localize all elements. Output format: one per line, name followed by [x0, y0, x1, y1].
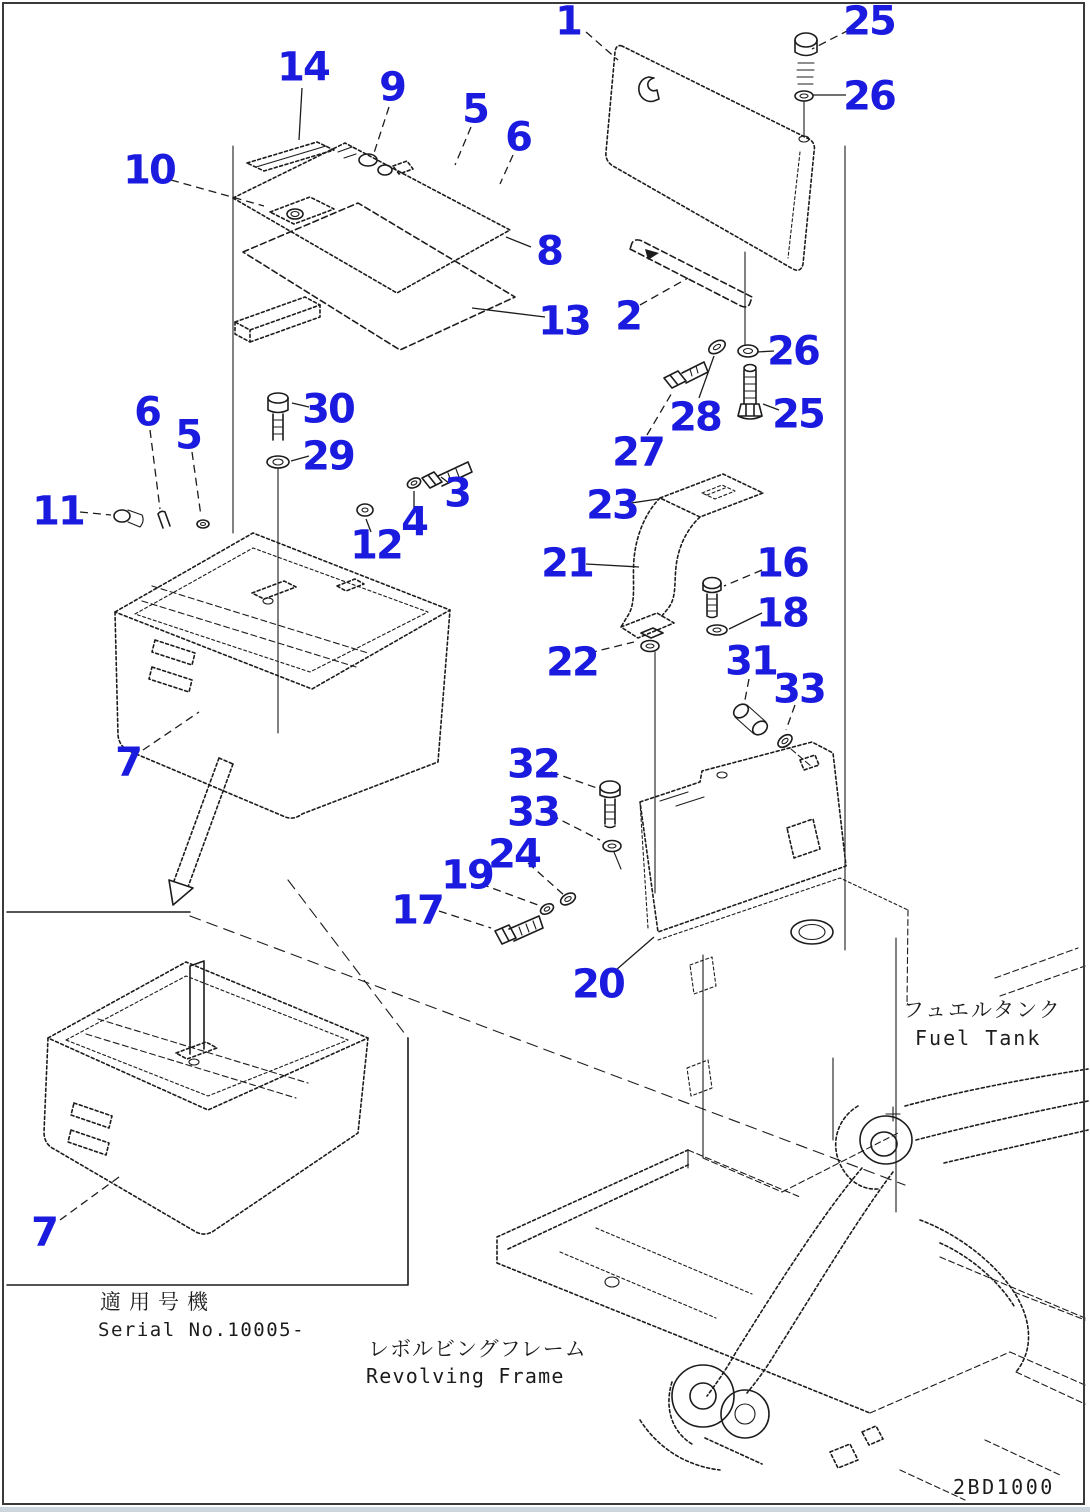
leader-line-17	[439, 911, 491, 928]
filler-hole	[791, 920, 833, 944]
washer-28	[713, 343, 722, 351]
washer-26b	[744, 349, 753, 354]
callout-33: 33	[773, 666, 825, 713]
small-bolt	[717, 772, 727, 778]
toolbox-inner-rails	[142, 586, 368, 667]
callout-6: 6	[505, 114, 531, 161]
leader-line-11	[80, 512, 111, 515]
callout-4: 4	[401, 499, 427, 546]
callout-31: 31	[725, 638, 777, 685]
leader-line-28	[699, 356, 714, 398]
boom-neck-edge	[707, 1168, 862, 1396]
fuel-tank-label-jp: フュエルタンク	[903, 998, 1062, 1022]
bolt-17-shaft	[509, 916, 543, 941]
deck-right-edge	[870, 1352, 1085, 1413]
leader-line-14	[299, 88, 302, 140]
callout-27: 27	[612, 429, 664, 476]
handle-15	[235, 305, 320, 342]
callout-23: 23	[586, 482, 638, 529]
bracket-23-hole	[702, 485, 735, 499]
callout-18: 18	[756, 590, 808, 637]
bolt-25-threads	[797, 63, 814, 84]
spacer-31	[731, 701, 751, 720]
deck-detail-lines	[560, 1228, 752, 1318]
frame-side-plate-edge	[1014, 1292, 1085, 1404]
washer-33b	[608, 844, 616, 848]
toolbox-assembly	[114, 393, 472, 818]
toolbox-inner-hole	[263, 598, 273, 604]
washer-19	[539, 902, 556, 917]
page-bottom-edge	[0, 1507, 1090, 1512]
lid-assembly	[233, 142, 515, 350]
deck-hole	[605, 1277, 619, 1287]
washer-24	[564, 896, 572, 903]
leader-tail	[791, 749, 812, 767]
section-boundary-line	[190, 916, 905, 1185]
deck-back-right-edge	[688, 1150, 1085, 1318]
grommet-12	[357, 504, 373, 516]
hidden-edge	[995, 948, 1078, 978]
plug-11	[128, 510, 143, 527]
callout-12: 12	[350, 522, 402, 569]
seal-plate-13	[243, 203, 515, 350]
bolt-25-head	[795, 33, 817, 47]
bolt-16-head	[703, 578, 721, 589]
washer-28	[706, 338, 727, 357]
grommet-12	[362, 508, 368, 512]
washer-26	[800, 94, 808, 98]
frame-lugs	[830, 1426, 883, 1468]
bracket-plate-23	[660, 474, 763, 517]
callout-26: 26	[843, 73, 895, 120]
inset-toolbox-rim-inner	[66, 976, 348, 1096]
leader-line-9	[374, 107, 389, 153]
leader-line-7	[143, 712, 199, 750]
callout-11: 11	[32, 488, 84, 535]
boom-boss-lower	[690, 1383, 716, 1409]
revolving-frame	[497, 1069, 1088, 1500]
washer-26	[795, 91, 813, 101]
boom-arm-edges	[905, 1069, 1088, 1163]
bolt-30-head	[268, 393, 288, 403]
detail-arrow	[169, 758, 233, 905]
washer-29	[273, 459, 283, 465]
bolt-32-shaft	[605, 799, 615, 828]
arrow-head	[169, 880, 193, 905]
leader-line-1	[586, 32, 618, 60]
deck-back-left-edge	[497, 1150, 690, 1249]
plug-11	[114, 510, 130, 522]
leader-line-2	[640, 278, 688, 305]
bolt-27-head	[664, 371, 686, 388]
boom-neck-edge	[747, 1172, 893, 1393]
callout-24: 24	[488, 831, 540, 878]
cover-plate-1	[606, 46, 815, 271]
callout-3: 3	[444, 470, 470, 517]
frame-side-plate	[920, 1220, 1029, 1372]
revolving-frame-label-en: Revolving Frame	[366, 1364, 565, 1388]
bracket-10-hole	[287, 209, 303, 219]
washer-22	[641, 641, 659, 652]
bolt-25b-head	[738, 404, 762, 419]
tank-bottom-edges	[703, 1132, 900, 1192]
bolt-25b-shaft	[744, 370, 756, 404]
callout-25: 25	[772, 391, 824, 438]
fuel-tank-label-en: Fuel Tank	[915, 1026, 1042, 1050]
washer-26b	[738, 345, 758, 357]
callout-32: 32	[507, 741, 559, 788]
callout-8: 8	[536, 228, 562, 275]
leader-line-21	[586, 564, 639, 567]
applicable-serial-label-en: Serial No.10005-	[98, 1319, 306, 1341]
pin-6	[158, 511, 170, 528]
cover-plate-20	[640, 742, 846, 932]
inset-detail	[7, 912, 408, 1285]
washer-33b	[603, 841, 621, 852]
washer-22	[646, 644, 654, 648]
toolbox-handle-slot	[152, 640, 195, 665]
leader-line-6	[150, 430, 160, 509]
callout-7: 7	[31, 1209, 57, 1256]
handle-15	[235, 297, 320, 330]
toolbox-handle-slot	[149, 667, 192, 692]
inset-handle-slots	[68, 1103, 112, 1155]
bolt-25b-threads	[745, 377, 756, 398]
bracket-body-21	[661, 517, 700, 617]
boom-boss-lower	[672, 1365, 734, 1427]
cover-plate-20-hatch	[660, 792, 704, 806]
washer-4	[411, 480, 418, 486]
callout-19: 19	[441, 852, 493, 899]
callout-21: 21	[541, 540, 593, 587]
washer-4	[406, 476, 422, 490]
inset-inner-rails	[86, 1019, 308, 1098]
drawing-code: 2BD1000	[953, 1475, 1055, 1499]
bolt-30-head	[268, 398, 288, 413]
leader-line-5	[192, 452, 201, 516]
washer-5	[201, 523, 206, 526]
callout-25: 25	[843, 0, 895, 45]
callout-layer	[31, 0, 895, 1255]
inset-frame	[7, 1038, 408, 1285]
hook-slot	[639, 77, 659, 101]
section-boundary-line	[288, 880, 408, 1038]
washer-5	[197, 520, 209, 528]
callout-29: 29	[302, 433, 354, 480]
callout-2: 2	[615, 293, 641, 340]
bracket-10-hole	[291, 212, 299, 217]
washer-18	[713, 628, 721, 632]
callout-7: 7	[115, 739, 141, 786]
lid-plate-8-notch	[338, 147, 356, 158]
inset-toolbox-body	[44, 1038, 368, 1234]
callout-13: 13	[538, 298, 590, 345]
callout-20: 20	[572, 961, 624, 1008]
cover-plate-20-flange	[640, 802, 648, 928]
callout-5: 5	[462, 86, 488, 133]
callout-9: 9	[379, 64, 405, 111]
boom-boss-upper	[871, 1132, 897, 1156]
bracket-foot	[621, 613, 674, 638]
tab-bracket	[800, 755, 819, 770]
toolbox-body	[115, 610, 450, 818]
washer-29	[267, 456, 289, 468]
callout-14: 14	[277, 44, 329, 91]
washer-33	[776, 732, 795, 750]
callout-28: 28	[669, 394, 721, 441]
tank-right-edge	[907, 910, 908, 1005]
toolbox-inner-bracket	[252, 581, 296, 599]
bolt-32-threads	[606, 805, 614, 819]
callout-22: 22	[546, 639, 598, 686]
callout-6: 6	[134, 389, 160, 436]
bolt-16-shaft	[707, 594, 717, 618]
washer-19	[544, 906, 551, 912]
callout-26: 26	[767, 328, 819, 375]
callout-10: 10	[123, 147, 175, 194]
callout-16: 16	[756, 540, 808, 587]
bolt-16-threads	[708, 599, 716, 611]
arrow-strip	[174, 758, 233, 887]
callout-1: 1	[555, 0, 581, 45]
applicable-serial-label-jp: 適用号機	[100, 1290, 216, 1314]
rim-clip	[337, 579, 364, 591]
leader-line-5	[455, 127, 471, 165]
filler-hole	[799, 925, 825, 940]
leader-line-7	[60, 1177, 119, 1220]
bolt-32-head	[600, 781, 620, 793]
spacer-31	[750, 718, 770, 737]
callout-30: 30	[302, 386, 354, 433]
boom-boss-lower	[735, 1404, 755, 1424]
inset-hole	[189, 1059, 199, 1065]
leader-line-8	[506, 237, 531, 247]
cover-plate-20-hole	[787, 819, 820, 858]
boom-boss-upper	[860, 1116, 912, 1164]
washer-33b-tail	[614, 852, 621, 869]
washer-18	[707, 625, 727, 635]
callout-33: 33	[507, 789, 559, 836]
revolving-frame-label-jp: レボルビングフレーム	[368, 1337, 587, 1361]
latch-9-plate	[393, 161, 413, 174]
bolt-3-head	[422, 472, 442, 488]
washer-33	[781, 737, 789, 744]
bolt-25b-tip	[744, 365, 756, 372]
spacer-31	[735, 705, 766, 734]
inset-post	[190, 961, 204, 1054]
hidden-edge	[1000, 966, 1085, 996]
tank-tab	[687, 1060, 712, 1096]
leader-line-10	[171, 180, 264, 206]
callout-5: 5	[175, 412, 201, 459]
bolt-30-threads	[274, 420, 282, 434]
callout-17: 17	[391, 887, 443, 934]
cover-plate-1-fold	[788, 152, 800, 258]
